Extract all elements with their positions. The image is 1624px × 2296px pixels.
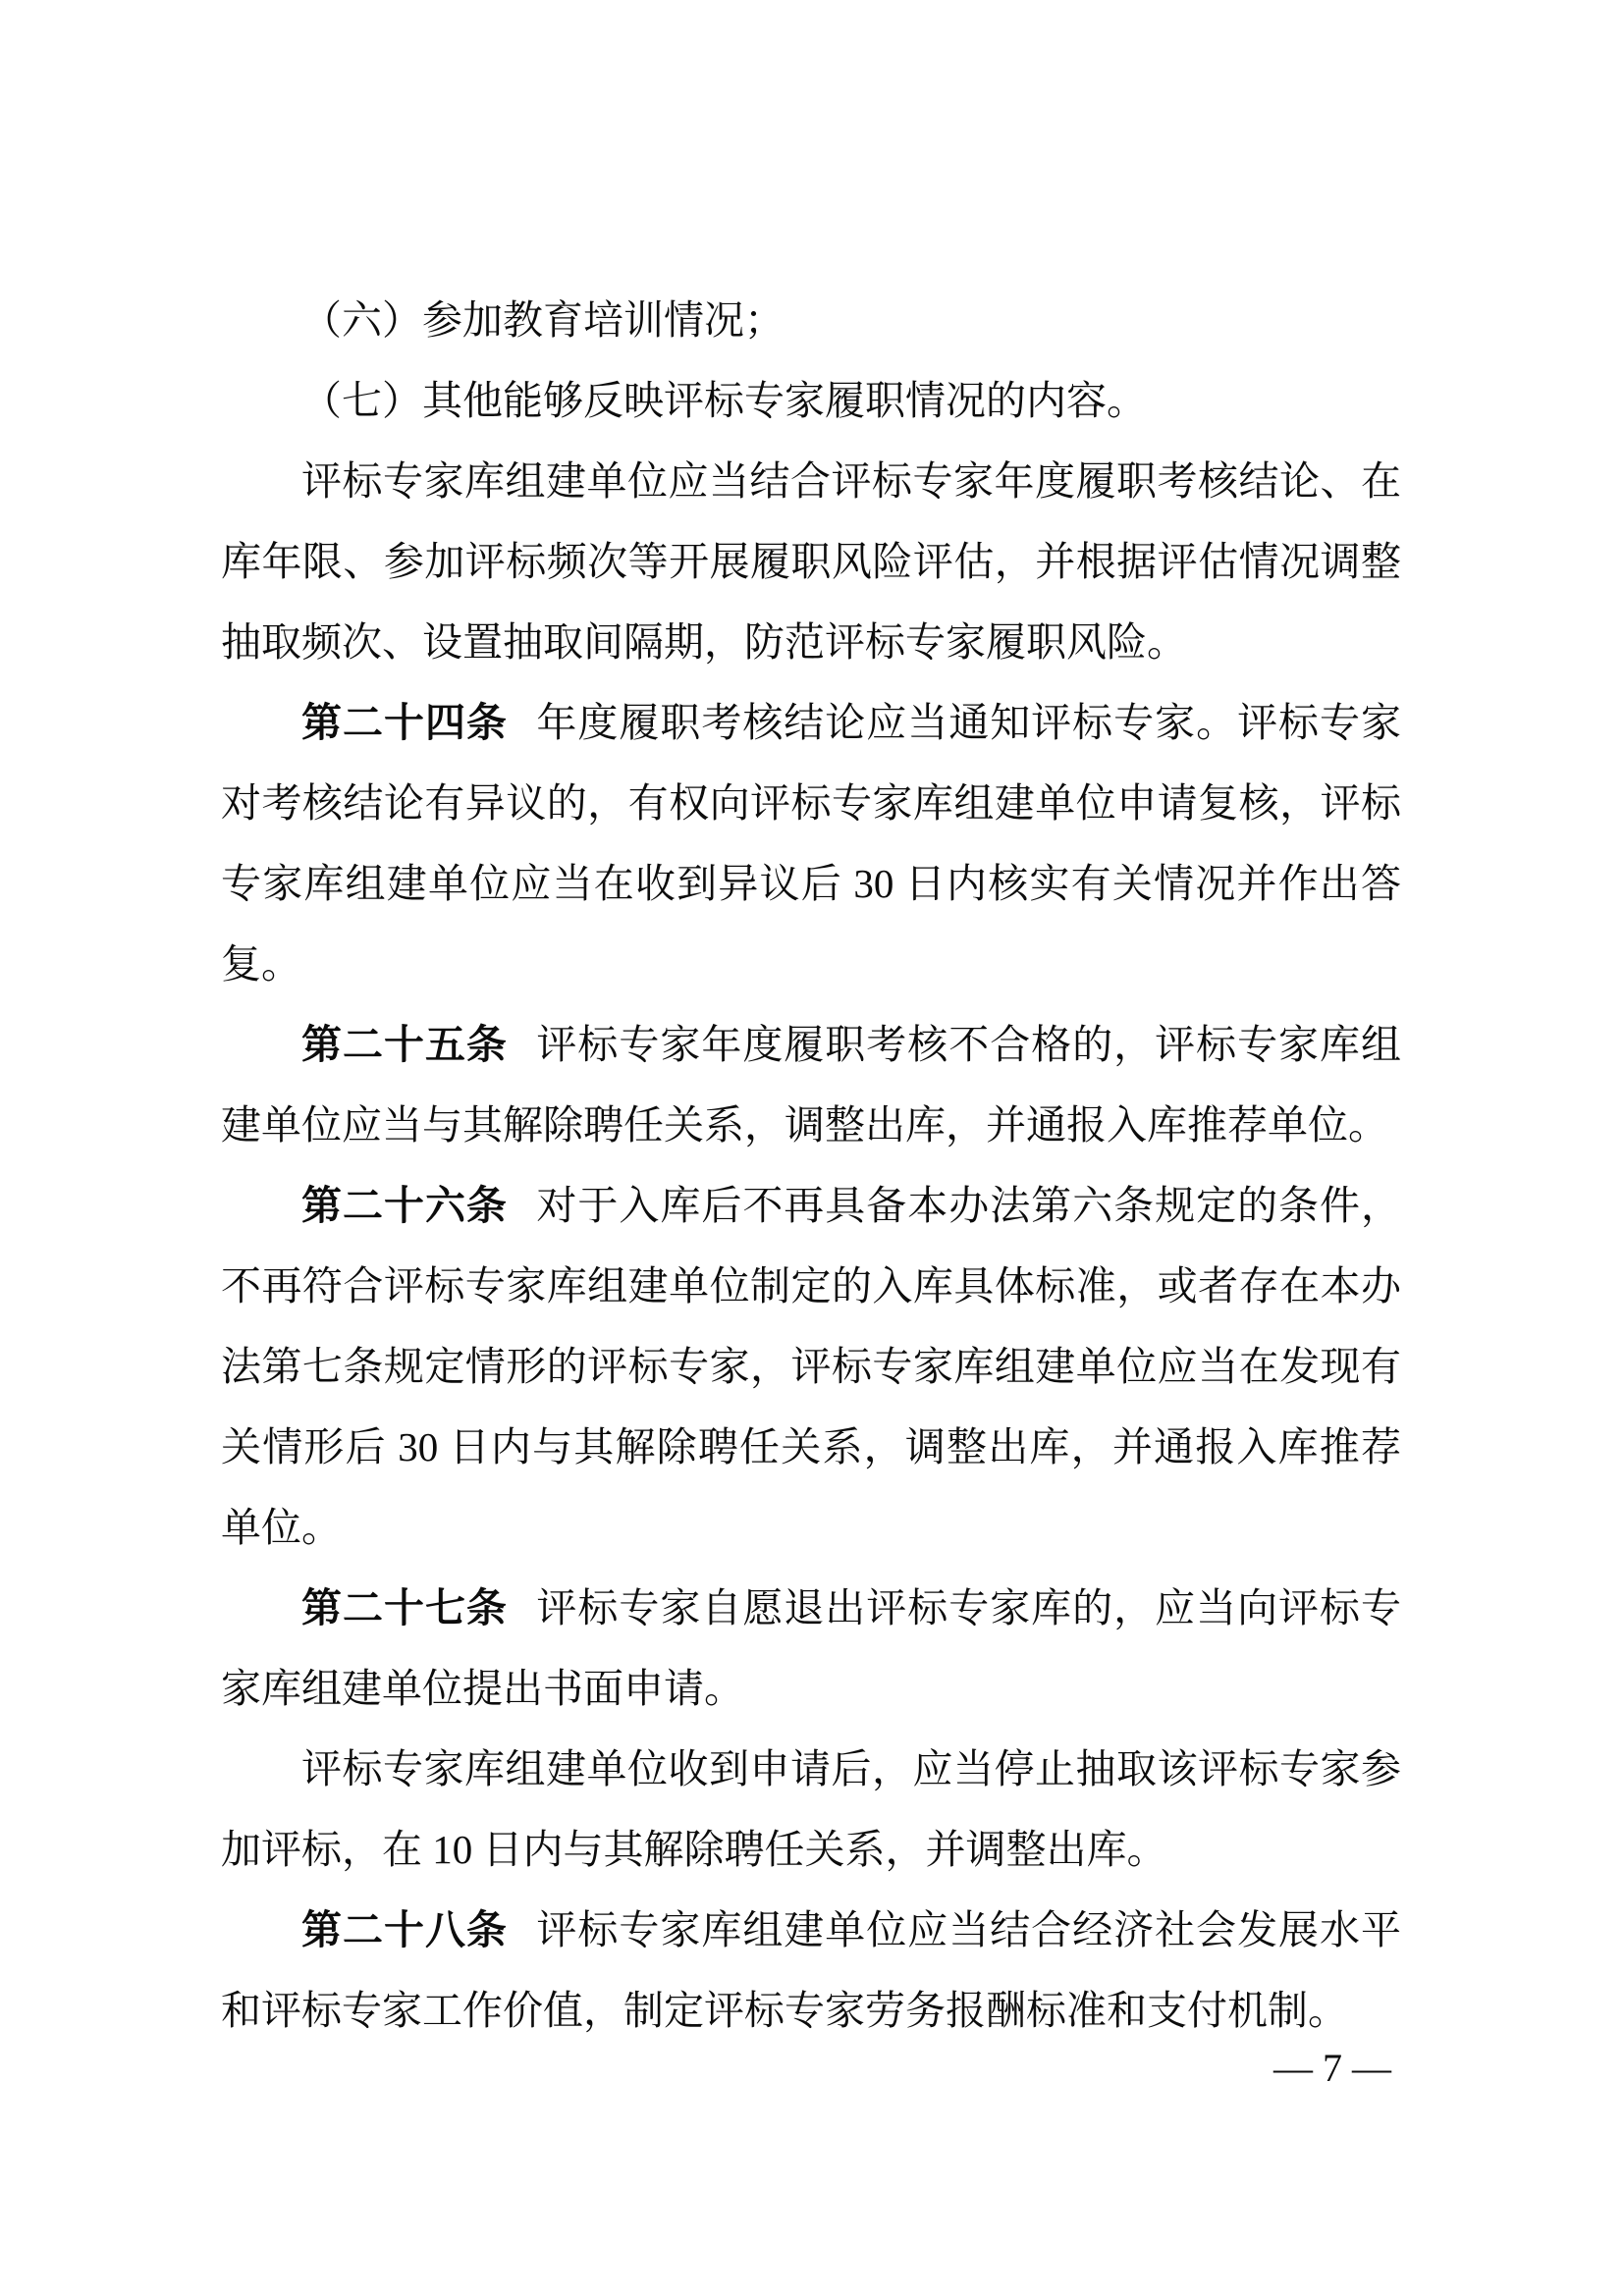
article-number-heading: 第二十六条	[301, 1182, 508, 1229]
paragraph-text: （六）参加教育培训情况；	[301, 297, 785, 343]
paragraph	[221, 1568, 1401, 1729]
page-footer	[1273, 2047, 1391, 2090]
paragraph	[221, 1890, 1401, 2051]
paragraph	[221, 360, 1401, 441]
paragraph-text: 评标专家年度履职考核不合格的，评标专家库组建单位应当与其解除聘任关系，调整出库，并通报入库推荐单位。	[221, 1022, 1402, 1148]
paragraph	[221, 682, 1401, 1004]
paragraph	[221, 1729, 1401, 1890]
paragraph-text: 对于入库后不再具备本办法第六条规定的条件，不再符合评标专家库组建单位制定的入库具体标准，或者存在本办法第七条规定情形的评标专家，评标专家库组建单位应当在发现有关情形后 30 日内与其解除聘任关系，调整出库，并通报入库推荐单位。	[221, 1183, 1402, 1550]
paragraph	[221, 441, 1401, 682]
article-number-heading: 第二十七条	[301, 1584, 508, 1631]
paragraph-text: 评标专家库组建单位收到申请后，应当停止抽取该评标专家参加评标，在 10 日内与其解除聘任关系，并调整出库。	[221, 1746, 1401, 1872]
paragraph	[221, 280, 1401, 360]
document-body	[221, 280, 1401, 2051]
paragraph	[221, 1004, 1401, 1165]
paragraph	[221, 1165, 1401, 1568]
page-number: — 7 —	[1273, 2046, 1391, 2090]
paragraph-text: 年度履职考核结论应当通知评标专家。评标专家对考核结论有异议的，有权向评标专家库组建单位申请复核，评标专家库组建单位应当在收到异议后 30 日内核实有关情况并作出答复。	[221, 700, 1402, 987]
article-number-heading: 第二十五条	[301, 1021, 508, 1068]
paragraph-text: 评标专家自愿退出评标专家库的，应当向评标专家库组建单位提出书面申请。	[221, 1585, 1402, 1711]
paragraph-text: 评标专家库组建单位应当结合评标专家年度履职考核结论、在库年限、参加评标频次等开展履职风险评估，并根据评估情况调整抽取频次、设置抽取间隔期，防范评标专家履职风险。	[221, 458, 1401, 665]
paragraph-text: 评标专家库组建单位应当结合经济社会发展水平和评标专家工作价值，制定评标专家劳务报酬标准和支付机制。	[221, 1907, 1402, 2033]
paragraph-text: （七）其他能够反映评标专家履职情况的内容。	[301, 378, 1147, 423]
article-number-heading: 第二十八条	[301, 1906, 508, 1953]
article-number-heading: 第二十四条	[301, 699, 508, 746]
